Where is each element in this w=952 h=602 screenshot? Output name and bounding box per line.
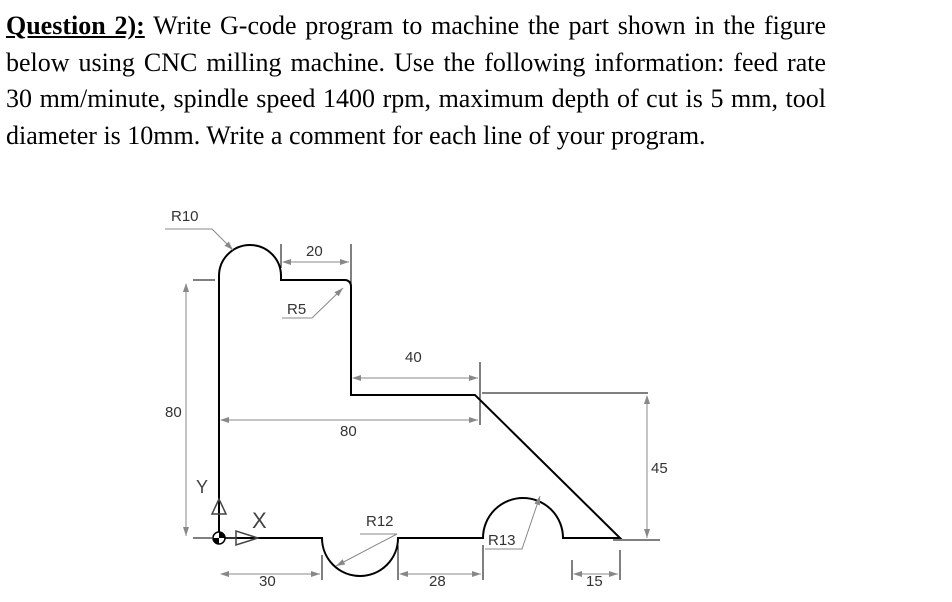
x-axis-label: X [252,508,267,533]
label-r10: R10 [171,208,199,225]
question-line-4: 1400 rpm, maximum depth of cut is 5 mm, tool diameter is 10mm. [6,84,827,150]
label-80-width: 80 [340,423,357,440]
label-r13: R13 [488,532,516,549]
label-40: 40 [405,349,422,366]
origin-marker-icon [213,532,225,544]
part-outline [219,245,620,576]
label-20: 20 [306,243,323,260]
label-15: 15 [586,573,603,590]
y-axis-label: Y [196,477,209,497]
label-28: 28 [429,573,446,590]
label-r5: R5 [287,301,307,318]
label-80-height: 80 [165,404,182,421]
question-line-2: in the figure below using CNC milling machine. Use the [6,11,827,77]
leader-lines [165,229,540,566]
question-line-3: following information: feed rate 30 mm/minute, spindle speed [6,47,826,113]
label-r12: R12 [366,513,394,530]
label-30: 30 [259,573,276,590]
question-line-1: Write G-code program to machine the part shown [153,11,686,40]
question-line-5: Write a comment for each line of your program. [206,120,706,150]
origin-axes [196,477,267,545]
label-45: 45 [651,460,668,477]
question-heading: Question 2): [6,11,145,40]
